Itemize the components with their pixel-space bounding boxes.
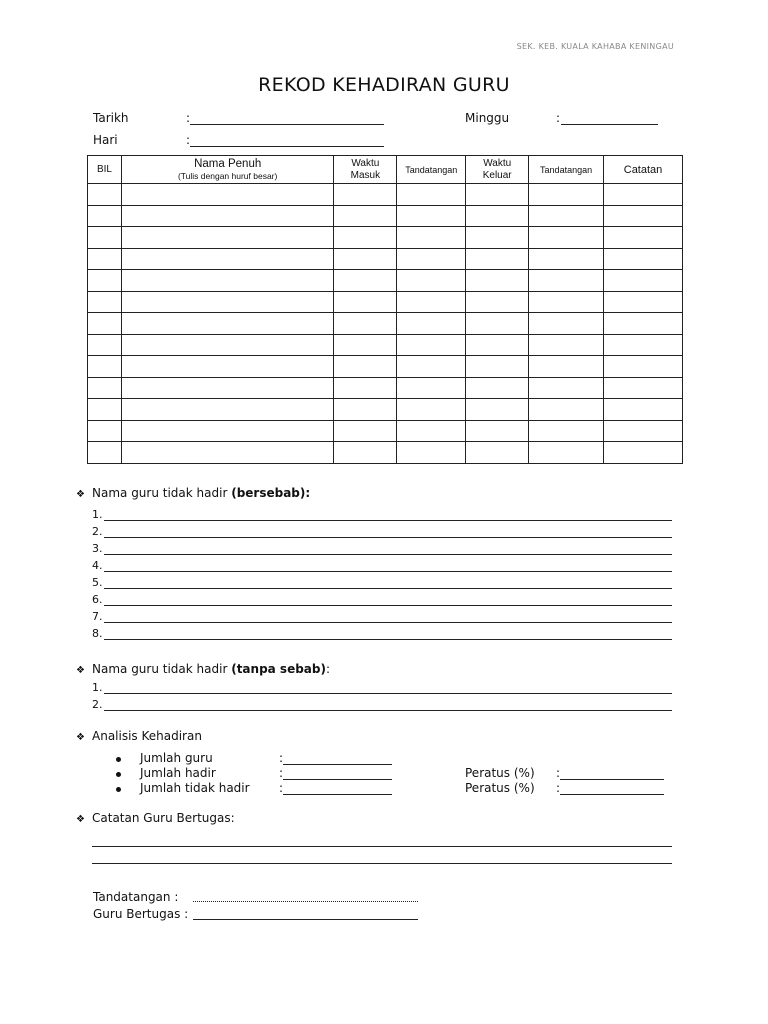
table-row	[88, 399, 683, 421]
table-cell[interactable]	[88, 270, 122, 292]
col-tandatangan-2	[529, 156, 604, 184]
peratus-hadir-label: Peratus (%)	[465, 766, 535, 780]
table-cell[interactable]	[604, 377, 683, 399]
table-cell[interactable]	[466, 399, 529, 421]
minggu-label: Minggu	[465, 111, 510, 125]
tanpa-sebab-colon: :	[325, 662, 331, 676]
table-cell[interactable]	[88, 377, 122, 399]
table-cell[interactable]	[466, 184, 529, 206]
table-cell[interactable]	[88, 248, 122, 270]
table-cell[interactable]	[397, 248, 466, 270]
table-cell[interactable]	[466, 420, 529, 442]
table-cell[interactable]	[88, 291, 122, 313]
table-cell[interactable]	[466, 377, 529, 399]
bersebab-number: 6.	[92, 593, 103, 606]
table-cell[interactable]	[466, 334, 529, 356]
col-nama-sublabel: (Tulis dengan huruf besar)	[177, 170, 278, 181]
table-cell[interactable]	[121, 399, 333, 421]
col-waktu-masuk	[334, 156, 397, 184]
tanpa-sebab-heading	[76, 662, 330, 676]
table-cell[interactable]	[88, 334, 122, 356]
table-row	[88, 291, 683, 313]
table-cell[interactable]	[334, 313, 397, 335]
table-cell[interactable]	[121, 420, 333, 442]
bersebab-label: Nama guru tidak hadir	[92, 486, 232, 500]
table-cell[interactable]	[334, 399, 397, 421]
bersebab-number: 2.	[92, 525, 103, 538]
catatan-heading	[76, 811, 235, 825]
bersebab-underline[interactable]	[104, 509, 673, 521]
table-cell[interactable]	[334, 270, 397, 292]
col-waktu-keluar	[466, 156, 529, 184]
table-cell[interactable]	[121, 356, 333, 378]
table-cell[interactable]	[529, 356, 604, 378]
table-cell[interactable]	[466, 248, 529, 270]
table-cell[interactable]	[121, 313, 333, 335]
bersebab-number: 5.	[92, 576, 103, 589]
table-cell[interactable]	[397, 184, 466, 206]
tandatangan-field[interactable]	[193, 891, 418, 902]
bersebab-line[interactable]	[92, 609, 672, 623]
col-catatan	[604, 156, 683, 184]
diamond-bullet-icon: ❖	[76, 732, 85, 743]
bersebab-underline[interactable]	[104, 577, 673, 589]
bersebab-line[interactable]	[92, 592, 672, 606]
minggu-field[interactable]	[561, 112, 658, 125]
table-cell[interactable]	[397, 270, 466, 292]
table-cell[interactable]	[334, 227, 397, 249]
bersebab-underline[interactable]	[104, 526, 673, 538]
table-row	[88, 420, 683, 442]
tanpa-sebab-underline[interactable]	[104, 699, 673, 711]
tanpa-sebab-line[interactable]	[92, 697, 672, 711]
table-cell[interactable]	[604, 248, 683, 270]
bersebab-number: 7.	[92, 610, 103, 623]
table-cell[interactable]	[397, 313, 466, 335]
bullet-dot-icon	[116, 772, 121, 777]
table-cell[interactable]	[88, 227, 122, 249]
jumlah-guru-field[interactable]	[283, 752, 392, 765]
table-cell[interactable]	[121, 184, 333, 206]
bersebab-number: 8.	[92, 627, 103, 640]
bullet-dot-icon	[116, 787, 121, 792]
table-cell[interactable]	[604, 399, 683, 421]
page-title: REKOD KEHADIRAN GURU	[258, 74, 510, 96]
col-waktu-keluar-l2: Keluar	[482, 169, 512, 181]
table-cell[interactable]	[529, 184, 604, 206]
jumlah-guru-colon: :	[279, 751, 284, 765]
table-cell[interactable]	[397, 291, 466, 313]
table-row	[88, 248, 683, 270]
bersebab-underline[interactable]	[104, 543, 673, 555]
jumlah-hadir-label: Jumlah hadir	[140, 766, 216, 780]
tandatangan-label: Tandatangan :	[93, 890, 179, 904]
tanpa-sebab-number: 1.	[92, 681, 103, 694]
peratus-tidak-hadir-label: Peratus (%)	[465, 781, 535, 795]
minggu-colon: :	[556, 111, 561, 125]
bersebab-number: 1.	[92, 508, 103, 521]
table-cell[interactable]	[529, 377, 604, 399]
table-cell[interactable]	[604, 227, 683, 249]
table-cell[interactable]	[529, 399, 604, 421]
table-cell[interactable]	[121, 334, 333, 356]
table-cell[interactable]	[529, 270, 604, 292]
tanpa-sebab-label: Nama guru tidak hadir	[92, 662, 232, 676]
bersebab-line[interactable]	[92, 541, 672, 555]
table-body	[88, 184, 683, 464]
col-tandatangan-2-label: Tandatangan	[540, 164, 593, 175]
table-cell[interactable]	[88, 356, 122, 378]
table-cell[interactable]	[529, 291, 604, 313]
jumlah-hadir-field[interactable]	[283, 767, 392, 780]
table-cell[interactable]	[88, 205, 122, 227]
diamond-bullet-icon: ❖	[76, 665, 85, 676]
peratus-hadir-field[interactable]	[560, 767, 664, 780]
bersebab-label-bold: (bersebab):	[231, 486, 311, 500]
table-cell[interactable]	[334, 184, 397, 206]
table-cell[interactable]	[397, 377, 466, 399]
table-row	[88, 227, 683, 249]
table-cell[interactable]	[529, 313, 604, 335]
table-cell[interactable]	[397, 442, 466, 464]
table-cell[interactable]	[604, 313, 683, 335]
tarikh-label: Tarikh	[93, 111, 129, 125]
catatan-line-2[interactable]	[92, 863, 672, 864]
col-catatan-label: Catatan	[623, 163, 663, 176]
col-bil	[88, 156, 122, 184]
col-tandatangan-1	[397, 156, 466, 184]
table-cell[interactable]	[334, 377, 397, 399]
catatan-line-1[interactable]	[92, 846, 672, 847]
bersebab-number: 3.	[92, 542, 103, 555]
table-cell[interactable]	[334, 420, 397, 442]
table-cell[interactable]	[397, 334, 466, 356]
analisis-heading	[76, 729, 202, 743]
bersebab-line[interactable]	[92, 524, 672, 538]
table-header-row	[88, 156, 683, 184]
col-waktu-masuk-l1: Waktu	[351, 157, 380, 169]
table-row	[88, 184, 683, 206]
table-cell[interactable]	[88, 399, 122, 421]
bersebab-line[interactable]	[92, 558, 672, 572]
col-nama	[121, 156, 333, 184]
tanpa-sebab-line[interactable]	[92, 680, 672, 694]
bersebab-line[interactable]	[92, 626, 672, 640]
table-cell[interactable]	[604, 356, 683, 378]
table-cell[interactable]	[466, 356, 529, 378]
table-cell[interactable]	[529, 248, 604, 270]
table-cell[interactable]	[529, 442, 604, 464]
table-cell[interactable]	[121, 377, 333, 399]
table-cell[interactable]	[604, 184, 683, 206]
table-cell[interactable]	[334, 248, 397, 270]
table-cell[interactable]	[466, 442, 529, 464]
table-cell[interactable]	[529, 227, 604, 249]
table-cell[interactable]	[466, 291, 529, 313]
bersebab-underline[interactable]	[104, 628, 673, 640]
bersebab-underline[interactable]	[104, 594, 673, 606]
tanpa-sebab-number: 2.	[92, 698, 103, 711]
table-cell[interactable]	[604, 270, 683, 292]
bersebab-heading	[76, 486, 310, 500]
table-cell[interactable]	[334, 291, 397, 313]
table-cell[interactable]	[334, 334, 397, 356]
table-cell[interactable]	[397, 205, 466, 227]
analisis-label: Analisis Kehadiran	[92, 729, 202, 743]
bersebab-underline[interactable]	[104, 611, 673, 623]
table-cell[interactable]	[397, 399, 466, 421]
table-cell[interactable]	[397, 227, 466, 249]
col-tandatangan-1-label: Tandatangan	[405, 164, 458, 175]
tanpa-sebab-label-bold: (tanpa sebab)	[231, 662, 326, 676]
table-cell[interactable]	[121, 205, 333, 227]
tarikh-colon: :	[186, 111, 191, 125]
table-cell[interactable]	[334, 442, 397, 464]
diamond-bullet-icon: ❖	[76, 489, 85, 500]
col-waktu-masuk-l2: Masuk	[350, 169, 381, 181]
jumlah-tidak-hadir-label: Jumlah tidak hadir	[140, 781, 250, 795]
table-cell[interactable]	[529, 420, 604, 442]
bersebab-line[interactable]	[92, 507, 672, 521]
peratus-tidak-hadir-colon: :	[556, 781, 561, 795]
table-cell[interactable]	[88, 442, 122, 464]
tarikh-field[interactable]	[190, 112, 384, 125]
table-cell[interactable]	[604, 291, 683, 313]
bersebab-line[interactable]	[92, 575, 672, 589]
table-cell[interactable]	[121, 442, 333, 464]
table-cell[interactable]	[529, 334, 604, 356]
bersebab-number: 4.	[92, 559, 103, 572]
col-bil-label: BIL	[96, 163, 112, 175]
jumlah-tidak-hadir-colon: :	[279, 781, 284, 795]
table-row	[88, 377, 683, 399]
col-waktu-keluar-l1: Waktu	[483, 157, 512, 169]
jumlah-tidak-hadir-field[interactable]	[283, 782, 392, 795]
table-cell[interactable]	[121, 248, 333, 270]
bersebab-underline[interactable]	[104, 560, 673, 572]
table-cell[interactable]	[121, 270, 333, 292]
table-cell[interactable]	[397, 420, 466, 442]
table-cell[interactable]	[121, 291, 333, 313]
catatan-label: Catatan Guru Bertugas:	[92, 811, 235, 825]
table-cell[interactable]	[334, 205, 397, 227]
diamond-bullet-icon: ❖	[76, 814, 85, 825]
col-nama-label: Nama Penuh	[194, 157, 262, 170]
hari-colon: :	[186, 133, 191, 147]
table-cell[interactable]	[466, 270, 529, 292]
table-cell[interactable]	[397, 356, 466, 378]
table-cell[interactable]	[88, 420, 122, 442]
bullet-dot-icon	[116, 757, 121, 762]
table-row	[88, 356, 683, 378]
tanpa-sebab-underline[interactable]	[104, 682, 673, 694]
peratus-tidak-hadir-field[interactable]	[560, 782, 664, 795]
table-cell[interactable]	[466, 313, 529, 335]
attendance-table	[87, 155, 683, 464]
school-name: SEK. KEB. KUALA KAHABA KENINGAU	[516, 42, 674, 51]
table-row	[88, 442, 683, 464]
table-row	[88, 270, 683, 292]
table-cell[interactable]	[88, 184, 122, 206]
hari-field[interactable]	[190, 134, 384, 147]
table-cell[interactable]	[604, 334, 683, 356]
peratus-hadir-colon: :	[556, 766, 561, 780]
table-row	[88, 334, 683, 356]
hari-label: Hari	[93, 133, 118, 147]
table-cell[interactable]	[466, 205, 529, 227]
guru-bertugas-field[interactable]	[193, 907, 418, 920]
table-row	[88, 205, 683, 227]
jumlah-guru-label: Jumlah guru	[140, 751, 213, 765]
guru-bertugas-label: Guru Bertugas :	[93, 907, 189, 921]
table-cell[interactable]	[604, 442, 683, 464]
table-row	[88, 313, 683, 335]
table-cell[interactable]	[88, 313, 122, 335]
table-cell[interactable]	[604, 205, 683, 227]
table-cell[interactable]	[466, 227, 529, 249]
jumlah-hadir-colon: :	[279, 766, 284, 780]
table-cell[interactable]	[121, 227, 333, 249]
table-cell[interactable]	[334, 356, 397, 378]
table-cell[interactable]	[529, 205, 604, 227]
table-cell[interactable]	[604, 420, 683, 442]
